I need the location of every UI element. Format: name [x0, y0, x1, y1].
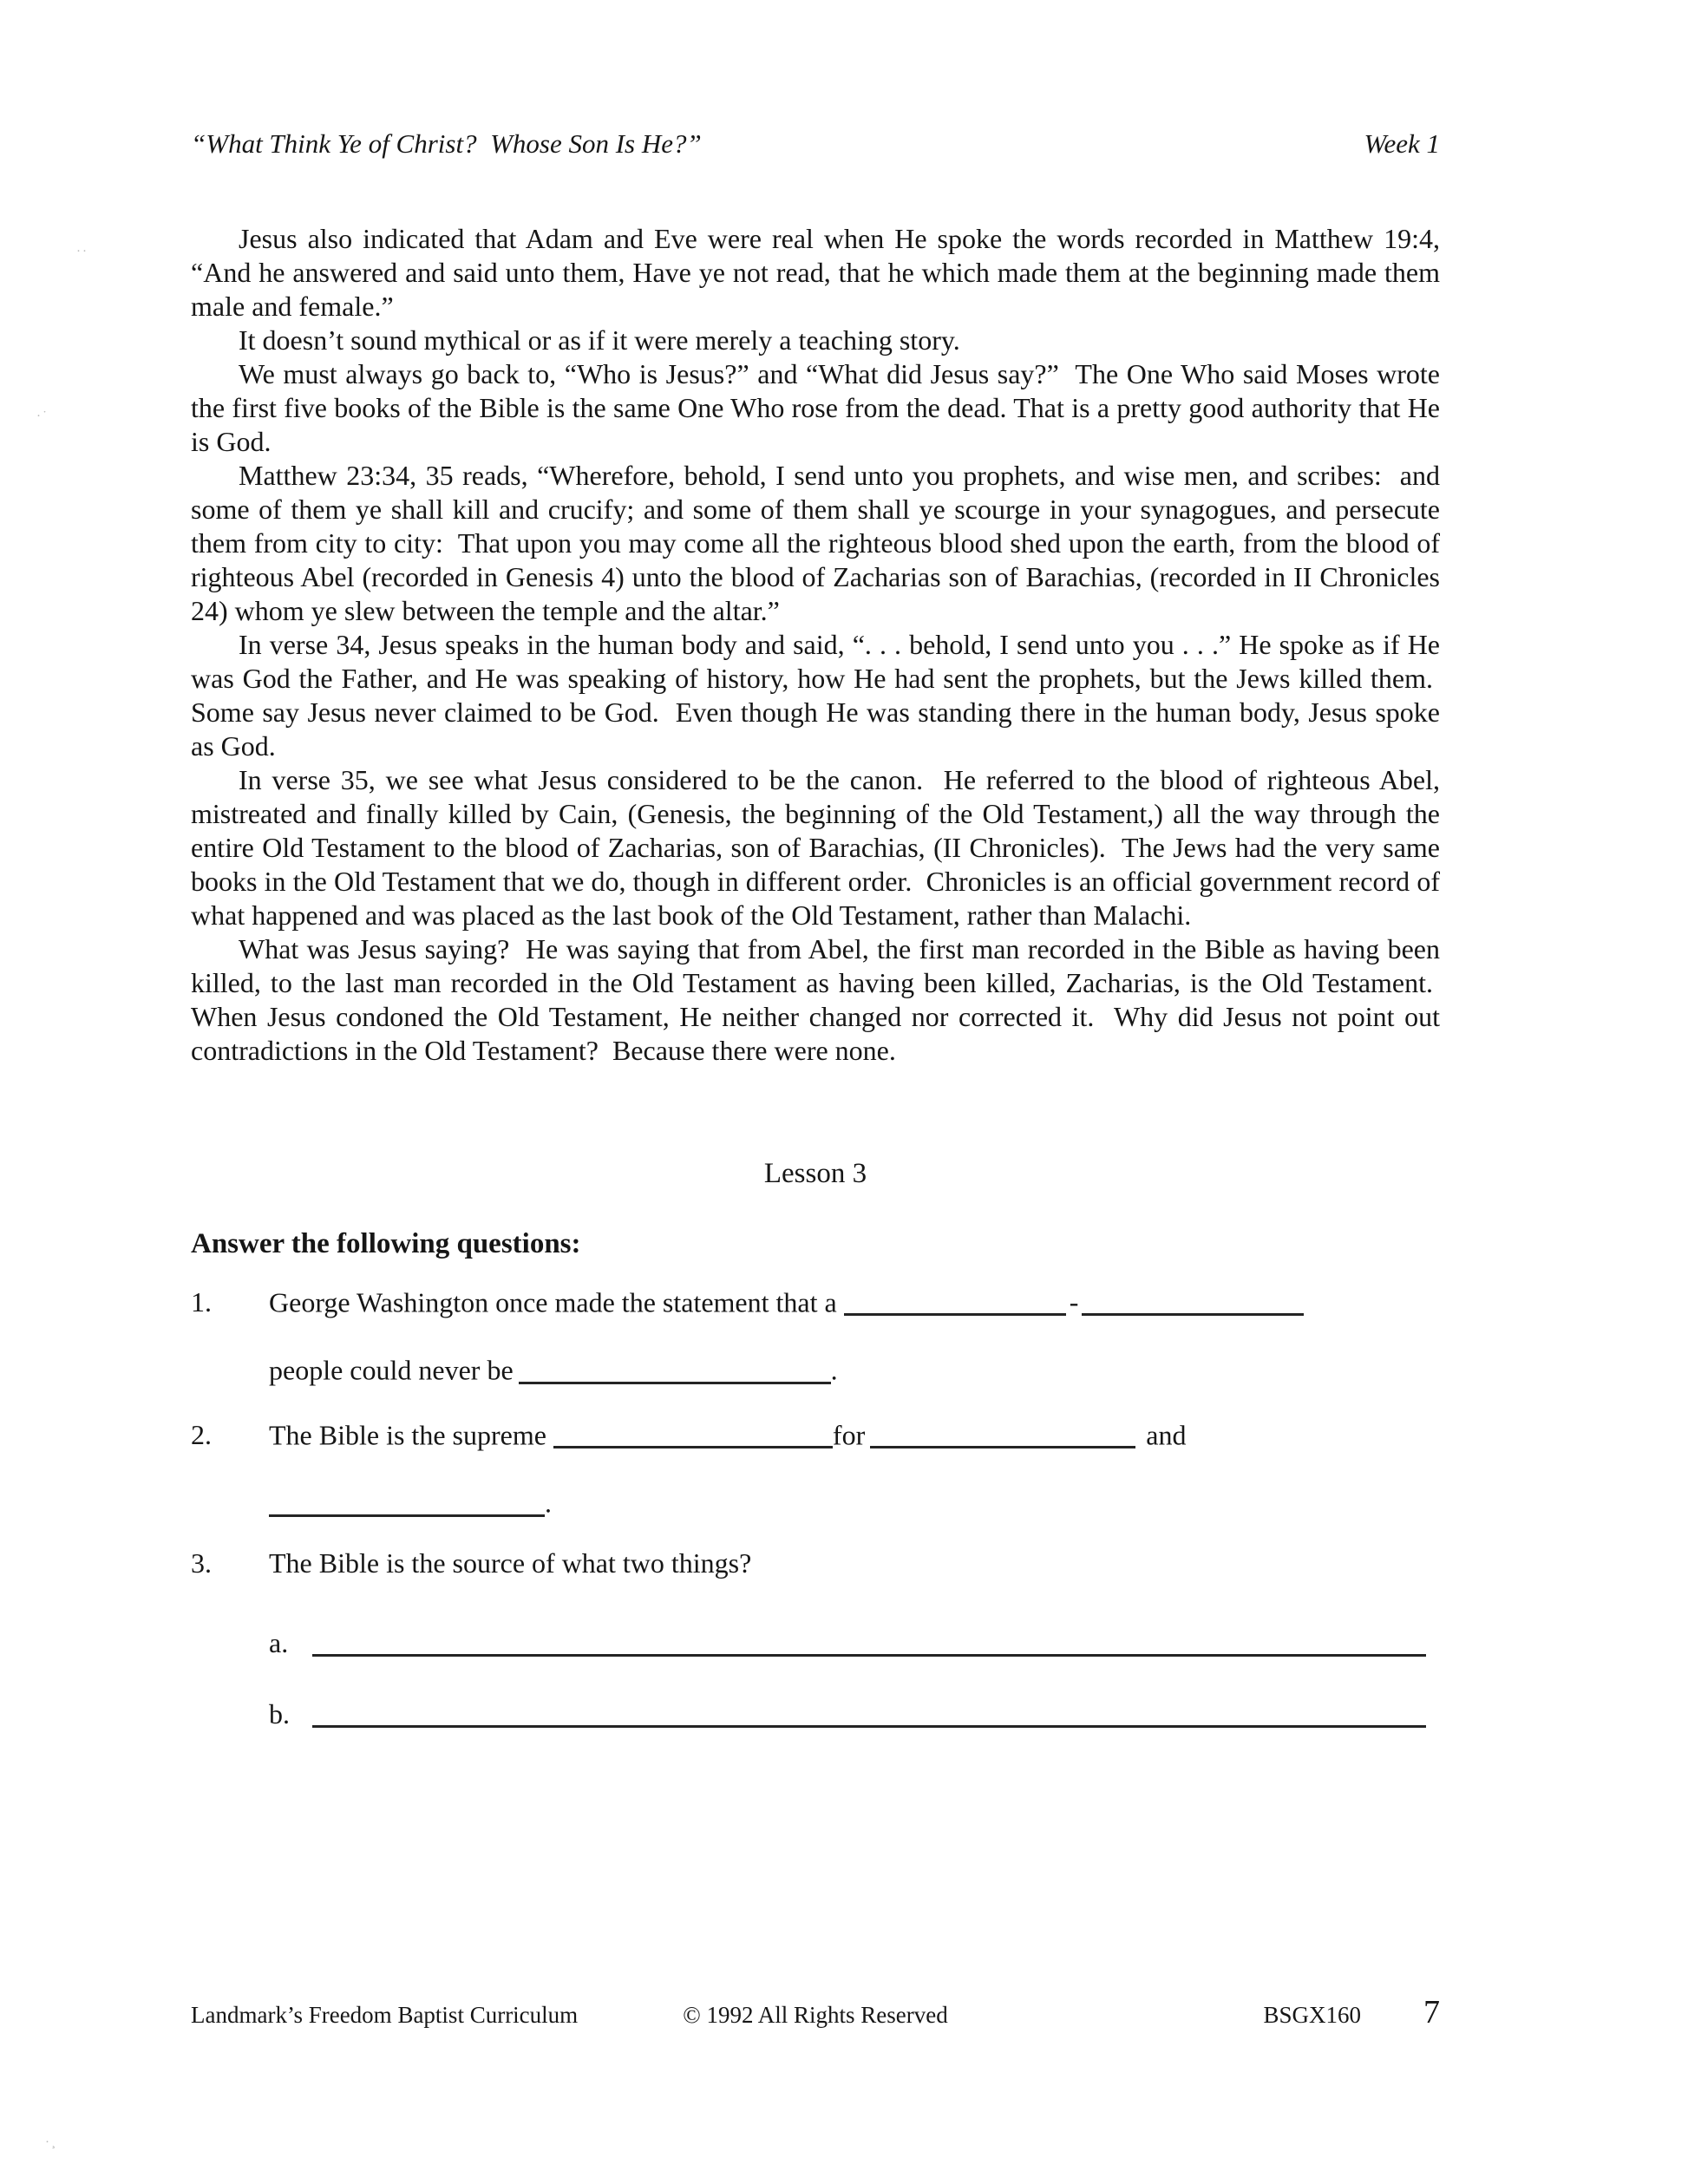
- question-line: [269, 1416, 1440, 1452]
- blank-line: [312, 1699, 1426, 1728]
- instructions-heading: Answer the following questions:: [191, 1228, 581, 1259]
- question-text: people could never be: [269, 1354, 514, 1386]
- question-number: 1.: [191, 1286, 212, 1318]
- page-footer: [191, 1993, 1440, 2031]
- header-title: “What Think Ye of Christ? Whose Son Is He?”: [191, 128, 702, 159]
- publisher-label: Landmark’s Freedom Baptist Curriculum: [191, 2002, 579, 2028]
- sub-item-a: [269, 1624, 1440, 1660]
- question-text: and: [1146, 1419, 1187, 1451]
- body-paragraph: In verse 34, Jesus speaks in the human body and said, “. . . behold, I send unto you . . .” He spoke as if He was God the Father, and He was speaking of history, how He had sent the prophets, but the Jews killed them. Some say Jesus never claimed to be God. Even though He was standing there in the human body, Jesus spoke as God.: [191, 629, 1440, 762]
- body-paragraph: We must always go back to, “Who is Jesus?” and “What did Jesus say?” The One Who said Moses wrote the first five books of the Bible is the same One Who rose from the dead. That is a pretty good authority that He is God.: [191, 358, 1440, 457]
- body-paragraph: Jesus also indicated that Adam and Eve were real when He spoke the words recorded in Matthew 19:4, “And he answered and said unto them, Have ye not read, that he which made them at the beginning made them male and female.”: [191, 223, 1440, 322]
- question-line: [269, 1350, 1440, 1387]
- copyright-label: © 1992 All Rights Reserved: [683, 2002, 948, 2028]
- blank-line: [269, 1488, 545, 1516]
- question-number: 3.: [191, 1546, 212, 1579]
- week-label: Week 1: [1364, 128, 1440, 159]
- footer-right-group: [948, 1993, 1440, 2031]
- sub-item-b: [269, 1695, 1440, 1731]
- body-text: [191, 222, 1440, 1068]
- question-3: [191, 1546, 1440, 1732]
- question-line: [269, 1283, 1440, 1319]
- question-1: [191, 1283, 1440, 1388]
- question-body: [269, 1283, 1440, 1388]
- blank-line: [519, 1355, 831, 1383]
- body-paragraph: What was Jesus saying? He was saying that from Abel, the first man recorded in the Bible as having been killed, to the last man recorded in the Old Testament as having been killed, Zacharias, is the Old Testament. When Jesus condoned the Old Testament, He neither changed nor corrected it. Why did Jesus not point out contradictions in the Old Testament? Because there were none.: [191, 933, 1440, 1066]
- question-number: 2.: [191, 1419, 212, 1451]
- question-text: The Bible is the supreme: [269, 1419, 546, 1451]
- curriculum-code: BSGX160: [1263, 2002, 1362, 2028]
- sentence-period: .: [830, 1354, 838, 1386]
- page-number: 7: [1423, 1994, 1441, 2030]
- sub-item-label: b.: [269, 1698, 290, 1730]
- question-text: for: [832, 1419, 866, 1451]
- question-text: George Washington once made the statement that a: [269, 1286, 837, 1318]
- sub-item-label: a.: [269, 1626, 289, 1658]
- sentence-period: .: [545, 1487, 552, 1519]
- question-2: [191, 1416, 1440, 1520]
- body-paragraph: Matthew 23:34, 35 reads, “Wherefore, behold, I send unto you prophets, and wise men, and scribes: and some of them ye shall kill and crucify; and some of them shall ye scourge in your synagogues, and persecute them from city to city: That upon you may come all the righteous blood shed upon the earth, from the blood of righteous Abel (recorded in Genesis 4) unto the blood of Zacharias son of Barachias, (recorded in II Chronicles 24) whom ye slew between the temple and the altar.”: [191, 460, 1440, 626]
- scan-artifact: ·¸: [45, 2135, 57, 2149]
- question-line: The Bible is the source of what two things?: [269, 1546, 752, 1579]
- blank-line: [312, 1628, 1426, 1657]
- scan-artifact: ·˙: [36, 409, 49, 423]
- question-body: [269, 1416, 1440, 1520]
- blank-line: [844, 1287, 1066, 1316]
- blank-line: [870, 1420, 1135, 1448]
- blank-line: [1082, 1287, 1304, 1316]
- body-paragraph: It doesn’t sound mythical or as if it were merely a teaching story.: [239, 324, 960, 356]
- page-header: [191, 128, 1440, 160]
- scan-artifact: ··: [76, 245, 88, 258]
- question-line: [269, 1483, 1440, 1520]
- blank-line: [553, 1420, 833, 1448]
- question-body: [269, 1546, 1440, 1732]
- body-paragraph: In verse 35, we see what Jesus considered to be the canon. He referred to the blood of righteous Abel, mistreated and finally killed by Cain, (Genesis, the beginning of the Old Testament,) all the way through the entire Old Testament to the blood of Zacharias, son of Barachias, (II Chronicles). The Jews had the very same books in the Old Testament that we do, though in different order. Chronicles is an official government record of what happened and was placed as the last book of the Old Testament, rather than Malachi.: [191, 764, 1440, 931]
- blank-separator: -: [1069, 1286, 1079, 1318]
- lesson-heading: Lesson 3: [763, 1158, 867, 1189]
